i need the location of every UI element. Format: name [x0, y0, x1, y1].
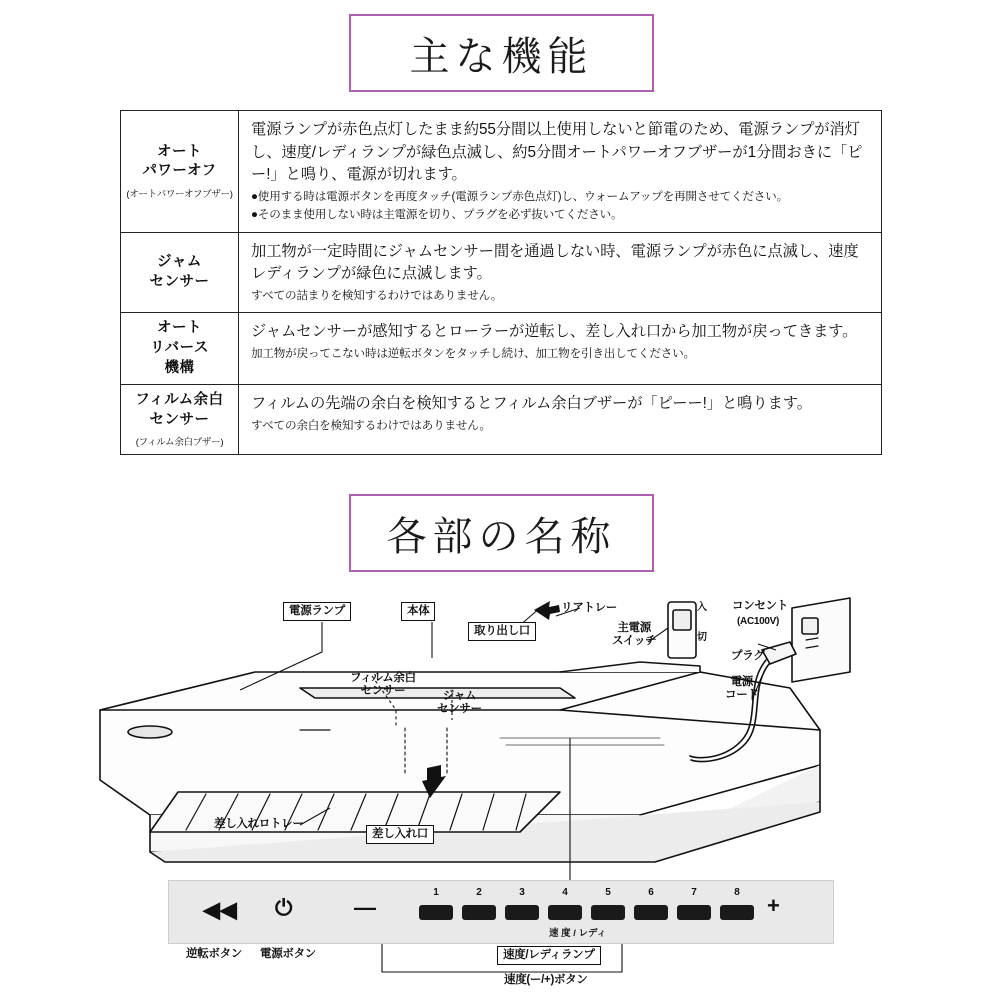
row-label-jam-sensor [121, 233, 239, 313]
row-body-main: ジャムセンサーが感知するとローラーが逆転し、差し入れ口から加工物が戻ってきます。 [251, 323, 858, 341]
speed-lamp-number: 8 [734, 887, 740, 898]
laminator-parts-diagram [0, 580, 1000, 1000]
row-body-main: 電源ランプが赤色点灯したまま約55分間以上使用しないと節電のため、電源ランプが消灯し、速度/レディランプが緑色点滅し、約5分間オートパワーオフブザーが1分間おきに「ピー!」と鳴り、電源が切れます。 [251, 121, 863, 184]
label-power-lamp: 電源ランプ [283, 602, 351, 621]
label-jam-sensor-line2: センサー [437, 703, 482, 716]
row-label-line1: オート [157, 143, 202, 160]
speed-lamp [677, 905, 711, 920]
row-label-line2: センサー [149, 411, 210, 428]
label-film-margin-sensor-line1: フィルム余白 [350, 672, 416, 684]
speed-lamp-number: 1 [433, 887, 439, 898]
row-label-line2: リバース [150, 340, 209, 357]
reverse-icon[interactable]: ◀◀ [203, 897, 237, 922]
row-label-sub: (オートパワーオフブザー) [126, 188, 233, 200]
speed-ready-caption: 速 度 / レディ [549, 928, 607, 939]
label-main-power-switch-line1: 主電源 [617, 622, 651, 634]
label-plug: プラグ [731, 650, 765, 662]
table-row [121, 385, 881, 454]
table-row [121, 111, 881, 233]
row-label-film-margin-sensor [121, 385, 239, 454]
power-icon[interactable]: ⏻ [275, 895, 293, 920]
parts-heading-box [349, 494, 654, 572]
speed-lamp [419, 905, 453, 920]
label-takeout-slot: 取り出し口 [468, 622, 536, 641]
row-body [239, 385, 881, 454]
features-heading-box [349, 14, 654, 92]
row-body-note: すべての余白を検知するわけではありません。 [251, 418, 491, 432]
label-main-power-switch [612, 622, 656, 648]
label-film-margin-sensor [350, 672, 416, 698]
label-power-cord [725, 676, 759, 702]
label-rear-tray: リアトレー [561, 602, 617, 614]
row-body-main: フィルムの先端の余白を検知するとフィルム余白ブザーが「ピーー!」と鳴ります。 [251, 395, 812, 413]
label-outlet-spec: (AC100V) [737, 616, 780, 627]
row-label-line1: フィルム余白 [135, 392, 224, 409]
label-film-margin-sensor-line2: センサー [360, 685, 406, 698]
row-body-note: ●使用する時は電源ボタンを再度タッチ(電源ランプ赤色点灯)し、ウォームアップを再開させてください。 [251, 189, 788, 203]
speed-lamp-number: 3 [519, 887, 525, 898]
row-label-line2: センサー [149, 273, 210, 290]
row-body [239, 233, 881, 313]
label-feed-slot: 差し入れ口 [366, 825, 434, 844]
label-switch-on: 入 [697, 602, 707, 613]
label-outlet: コンセント [732, 600, 788, 612]
speed-lamp [720, 905, 754, 920]
label-power-button: 電源ボタン [260, 948, 316, 960]
features-table [120, 110, 882, 455]
row-body-note: 加工物が戻ってこない時は逆転ボタンをタッチし続け、加工物を引き出してください。 [251, 347, 695, 361]
label-speed-ready-lamp: 速度/レディランプ [497, 946, 601, 965]
label-feed-tray: 差し入れロトレー [214, 818, 304, 830]
row-label-auto-power-off [121, 111, 239, 232]
speed-lamp-number: 6 [648, 887, 654, 898]
label-reverse-button: 逆転ボタン [186, 948, 242, 960]
label-jam-sensor [437, 690, 482, 716]
speed-lamp [548, 905, 582, 920]
row-body-main: 加工物が一定時間にジャムセンサー間を通過しない時、電源ランプが赤色に点滅し、速度レディランプが緑色に点滅します。 [251, 242, 859, 283]
row-label-line2: パワーオフ [142, 163, 217, 180]
row-body-note: ●そのまま使用しない時は主電源を切り、プラグを必ず抜いてください。 [251, 208, 623, 222]
speed-lamp-number: 4 [562, 887, 568, 898]
speed-lamp [462, 905, 496, 920]
row-label-sub: (フィルム余白ブザー) [135, 437, 224, 449]
speed-lamp-number: 5 [605, 887, 611, 898]
label-switch-off: 切 [697, 632, 707, 643]
label-power-cord-line1: 電源 [730, 676, 753, 688]
label-speed-pm-button: 速度(ー/+)ボタン [504, 974, 588, 986]
label-power-cord-line2: コード [725, 689, 759, 702]
table-row [121, 313, 881, 385]
row-label-auto-reverse [121, 313, 239, 384]
row-label-line1: オート [157, 320, 202, 337]
control-panel [168, 880, 834, 944]
row-body [239, 313, 881, 384]
speed-lamp-number: 7 [691, 887, 697, 898]
speed-plus-icon[interactable]: + [767, 893, 780, 918]
label-body: 本体 [401, 602, 435, 621]
label-jam-sensor-line1: ジャム [442, 690, 477, 702]
label-main-power-switch-line2: スイッチ [612, 635, 657, 648]
speed-lamp [591, 905, 625, 920]
speed-lamp [505, 905, 539, 920]
row-body-note: すべての詰まりを検知するわけではありません。 [251, 289, 503, 303]
parts-heading-text: 各部の名称 [386, 514, 617, 559]
row-label-line1: ジャム [157, 254, 202, 271]
table-row [121, 233, 881, 314]
row-body [239, 111, 881, 232]
speed-minus-icon[interactable]: — [354, 895, 376, 920]
speed-lamp [634, 905, 668, 920]
features-heading-text: 主な機能 [409, 34, 594, 79]
row-label-line3: 機構 [164, 359, 195, 376]
speed-lamp-number: 2 [476, 887, 482, 898]
